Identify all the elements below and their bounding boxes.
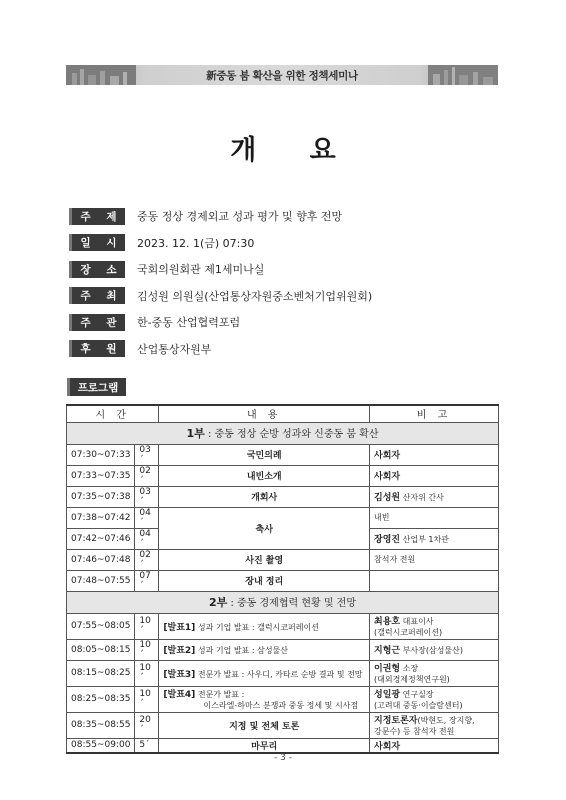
cell-note: 참석자 전원 xyxy=(370,549,499,570)
overview-value: 한-중동 산업협력포럼 xyxy=(137,316,241,329)
cell-duration: 5´ xyxy=(135,738,159,753)
cell-note xyxy=(370,528,499,549)
cell-content: 내빈소개 xyxy=(159,465,370,486)
overview-row-host xyxy=(69,283,509,309)
cell-duration: 10´ xyxy=(135,660,159,686)
table-row xyxy=(67,613,499,639)
table-row xyxy=(67,738,499,753)
table-row xyxy=(67,444,499,465)
overview-row-sponsor xyxy=(69,336,509,362)
header-banner xyxy=(66,65,498,85)
part-heading-row xyxy=(67,422,499,444)
cell-content xyxy=(159,686,370,712)
overview-row-venue xyxy=(69,256,509,282)
cell-note xyxy=(370,660,499,686)
cell-content: 마무리 xyxy=(159,738,370,753)
overview-label: 주 제 xyxy=(69,208,125,225)
cell-duration: 02´ xyxy=(135,549,159,570)
cell-note xyxy=(370,686,499,712)
cell-note xyxy=(370,486,499,507)
speaker-role: 부사장(삼성물산) xyxy=(400,646,463,655)
cell-note: 내빈 xyxy=(370,507,499,528)
speaker-role: (박현도, 장지향, xyxy=(417,716,475,725)
cell-duration: 04´ xyxy=(135,528,159,549)
cell-time: 07:38~07:42 xyxy=(67,507,135,528)
overview-row-datetime xyxy=(69,230,509,256)
part-subtitle: : 중동 정상 순방 성과와 신중동 붐 확산 xyxy=(204,429,379,440)
cell-time: 07:48~07:55 xyxy=(67,570,135,591)
cell-note: 사회자 xyxy=(370,444,499,465)
banner-skyline-right xyxy=(428,65,498,85)
table-row xyxy=(67,686,499,712)
cell-content: 개회사 xyxy=(159,486,370,507)
cell-note xyxy=(370,712,499,738)
cell-time: 08:55~09:00 xyxy=(67,738,135,753)
speaker-affiliation: 강문수) 등 참석자 전원 xyxy=(374,727,455,736)
speaker-affiliation: (갤럭시코퍼레이션) xyxy=(374,628,443,637)
cell-content: 지정 및 전체 토론 xyxy=(159,712,370,738)
overview-value: 산업통상자원부 xyxy=(137,342,212,356)
speaker-role: 대표이사 xyxy=(400,617,434,626)
overview-label: 후 원 xyxy=(69,340,125,357)
page-number: - 3 - xyxy=(274,753,292,763)
overview-label: 주 최 xyxy=(69,287,125,304)
header-content: 내 용 xyxy=(159,405,370,422)
cell-content: 축사 xyxy=(159,507,370,549)
speaker-name: 성일광 xyxy=(374,690,401,700)
cell-duration: 07´ xyxy=(135,570,159,591)
part-heading-row xyxy=(67,591,499,613)
cell-content: 장내 정리 xyxy=(159,570,370,591)
session-tag: [발표2] xyxy=(163,646,196,656)
session-title: 전문가 발표 : 사우디, 카타르 순방 결과 및 전망 xyxy=(195,669,363,679)
cell-duration: 03´ xyxy=(135,486,159,507)
cell-time: 07:35~07:38 xyxy=(67,486,135,507)
cell-time: 08:05~08:15 xyxy=(67,639,135,660)
cell-time: 07:33~07:35 xyxy=(67,465,135,486)
cell-duration: 02´ xyxy=(135,465,159,486)
speaker-role: 연구실장 xyxy=(400,690,434,699)
speaker-name: 지정토론자 xyxy=(374,716,418,726)
table-row xyxy=(67,465,499,486)
cell-time: 07:46~07:48 xyxy=(67,549,135,570)
overview-row-organizer xyxy=(69,309,509,335)
session-tag: [발표4] xyxy=(163,690,196,700)
session-title: 성과 기업 발표 : 삼성물산 xyxy=(195,646,289,655)
speaker-name: 지형근 xyxy=(374,646,401,656)
cell-duration: 10´ xyxy=(135,639,159,660)
header-note: 비 고 xyxy=(370,405,499,422)
cell-time: 07:55~08:05 xyxy=(67,613,135,639)
table-row xyxy=(67,570,499,591)
table-row xyxy=(67,507,499,528)
cell-content xyxy=(159,639,370,660)
speaker-name: 최용호 xyxy=(374,617,401,627)
cell-note xyxy=(370,613,499,639)
cell-time: 08:35~08:55 xyxy=(67,712,135,738)
cell-time: 07:42~07:46 xyxy=(67,528,135,549)
cell-duration: 10´ xyxy=(135,686,159,712)
session-title: 성과 기업 발표 : 갤럭시코퍼레이션 xyxy=(195,622,319,632)
overview-row-topic xyxy=(69,203,509,229)
cell-time: 08:25~08:35 xyxy=(67,686,135,712)
cell-note xyxy=(370,570,499,591)
banner-skyline-left xyxy=(66,65,136,85)
speaker-affiliation: (고려대 중동·이슬람센터) xyxy=(374,701,463,710)
overview-value: 2023. 12. 1(금) 07:30 xyxy=(137,236,255,250)
overview-label: 장 소 xyxy=(69,261,125,278)
overview-list xyxy=(69,203,509,362)
table-row xyxy=(67,549,499,570)
program-section-label: 프로그램 xyxy=(67,378,126,396)
session-tag: [발표3] xyxy=(163,669,196,680)
cell-duration: 04´ xyxy=(135,507,159,528)
table-row xyxy=(67,486,499,507)
speaker-affiliation: (대외경제정책연구원) xyxy=(374,675,450,684)
overview-value: 김성원 의원실(산업통상자원중소벤처기업위원회) xyxy=(137,289,373,303)
cell-duration: 10´ xyxy=(135,613,159,639)
part-number: 1부 xyxy=(186,427,205,440)
table-header-row xyxy=(67,405,499,422)
overview-label: 일 시 xyxy=(69,234,125,251)
header-time: 시 간 xyxy=(67,405,159,422)
speaker-name: 김성원 xyxy=(374,493,401,503)
cell-time: 07:30~07:33 xyxy=(67,444,135,465)
cell-time: 08:15~08:25 xyxy=(67,660,135,686)
overview-label: 주 관 xyxy=(69,314,125,331)
cell-note xyxy=(370,639,499,660)
cell-content xyxy=(159,660,370,686)
part-subtitle: : 중동 경제협력 현황 및 전망 xyxy=(227,598,356,609)
cell-content: 사진 촬영 xyxy=(159,549,370,570)
overview-value: 중동 정상 경제외교 성과 평가 및 향후 전망 xyxy=(137,210,343,223)
table-row xyxy=(67,660,499,686)
cell-note: 사회자 xyxy=(370,465,499,486)
cell-content xyxy=(159,613,370,639)
speaker-role: 산자위 간사 xyxy=(400,493,444,502)
cell-content: 국민의례 xyxy=(159,444,370,465)
program-table xyxy=(66,404,499,754)
part-number: 2부 xyxy=(209,596,228,609)
table-row xyxy=(67,639,499,660)
session-title: 전문가 발표 : xyxy=(195,690,245,699)
table-row xyxy=(67,712,499,738)
cell-duration: 03´ xyxy=(135,444,159,465)
session-title-line2: 이스라엘-하마스 분쟁과 중동 정세 및 시사점 xyxy=(203,701,359,710)
speaker-name: 이권형 xyxy=(374,664,401,674)
banner-title: 新중동 붐 확산을 위한 정책세미나 xyxy=(206,69,358,82)
overview-value: 국회의원회관 제1세미나실 xyxy=(137,263,265,276)
cell-note: 사회자 xyxy=(370,738,499,753)
speaker-role: 산업부 1차관 xyxy=(400,535,449,544)
cell-duration: 20´ xyxy=(135,712,159,738)
page-title: 개 요 xyxy=(230,135,358,166)
session-tag: [발표1] xyxy=(163,622,196,633)
speaker-role: 소장 xyxy=(400,664,419,673)
speaker-name: 장영진 xyxy=(374,535,401,545)
